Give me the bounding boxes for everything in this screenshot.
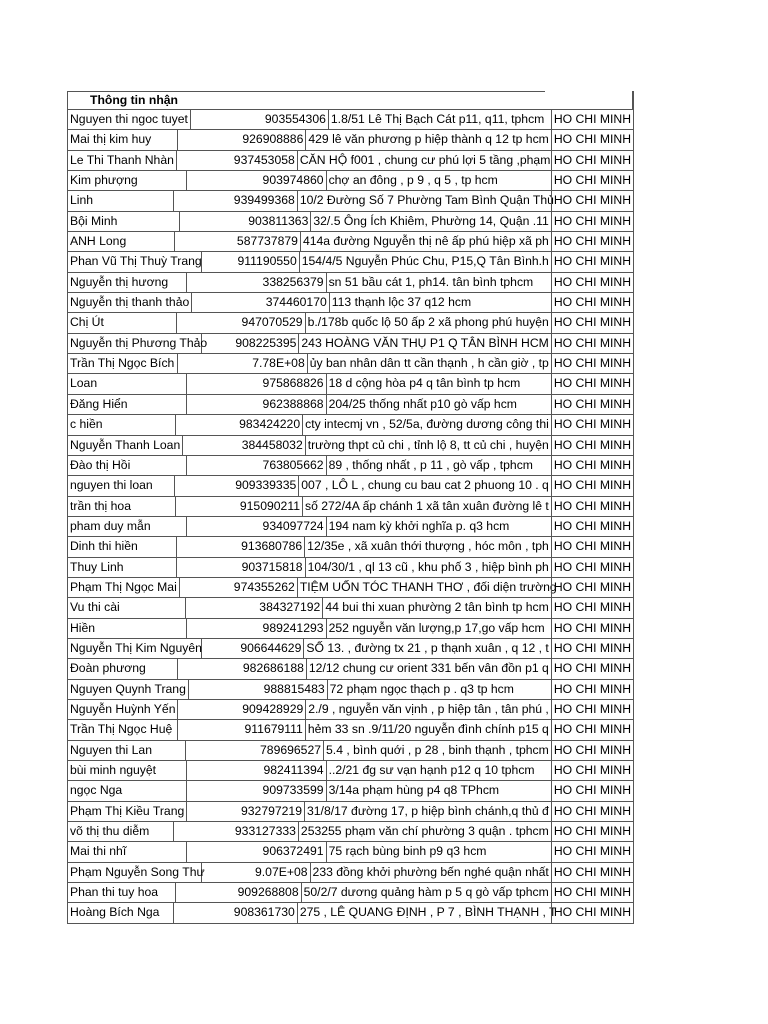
city-cell: HO CHI MINH <box>551 476 634 495</box>
phone-cell: 932797219 <box>240 803 302 818</box>
address-cell: 007 , LÔ L , chung cu bau cat 2 phuong 10 . q <box>298 476 551 495</box>
name-cell: Nguyen thi Lan <box>67 741 186 760</box>
city-cell: HO CHI MINH <box>551 639 634 658</box>
phone-cell: 926908886 <box>242 132 304 147</box>
city-cell: HO CHI MINH <box>551 191 634 210</box>
address-cell: 32/.5 Ông Ích Khiêm, Phường 14, Quận .11 <box>310 212 550 231</box>
address-cell: 154/4/5 Nguyễn Phúc Chu, P15,Q Tân Bình.h <box>299 252 551 271</box>
city-cell: HO CHI MINH <box>551 130 634 149</box>
name-cell: Mai thi nhĩ <box>67 842 187 861</box>
address-cell: trường thpt củ chi , tỉnh lộ 8, tt củ chi , huyện <box>305 436 551 455</box>
city-cell: HO CHI MINH <box>551 802 634 821</box>
phone-cell: 913680786 <box>241 539 303 554</box>
address-cell: 50/2/7 dương quảng hàm p 5 q gò vấp tphcm <box>301 883 551 902</box>
name-cell: Nguyễn thị Phương Thảo <box>67 334 202 353</box>
address-cell: 44 bui thi xuan phường 2 tân bình tp hcm <box>322 598 551 617</box>
name-cell: Linh <box>67 191 174 210</box>
address-cell: 12/12 chung cư orient 331 bến vân đồn p1 q <box>306 659 551 678</box>
name-cell: ANH Long <box>67 232 175 251</box>
phone-cell: 934097724 <box>262 518 324 533</box>
name-cell: Le Thi Thanh Nhàn <box>67 151 177 170</box>
name-cell: Vu thi cài <box>67 598 186 617</box>
city-cell: HO CHI MINH <box>551 842 634 861</box>
name-cell: Loan <box>67 374 187 393</box>
city-cell: HO CHI MINH <box>551 456 634 475</box>
city-cell: HO CHI MINH <box>551 741 634 760</box>
name-cell: Nguyễn thị hương <box>67 273 187 292</box>
header-right-border <box>632 91 633 110</box>
address-cell: 194 nam kỳ khởi nghĩa p. q3 hcm <box>326 517 551 536</box>
phone-cell: 909428929 <box>242 701 304 716</box>
city-cell: HO CHI MINH <box>551 212 634 231</box>
city-cell: HO CHI MINH <box>551 334 634 353</box>
address-cell: sn 51 bầu cát 1, ph14. tân bình tphcm <box>326 273 551 292</box>
phone-cell: 909268808 <box>237 885 299 900</box>
address-cell: 1.8/51 Lê Thị Bạch Cát p11, q11, tphcm <box>328 110 551 129</box>
phone-cell: 911190550 <box>237 254 297 269</box>
table-row <box>67 558 634 578</box>
phone-cell: 903811363 <box>248 213 309 228</box>
city-cell: HO CHI MINH <box>551 863 634 882</box>
city-cell: HO CHI MINH <box>551 517 634 536</box>
table-row <box>67 395 634 415</box>
address-cell: ủy ban nhân dân tt cần thạnh , h cần giờ , tp <box>307 354 551 373</box>
phone-cell: 982411394 <box>263 763 324 777</box>
phone-cell: 908361730 <box>233 905 295 920</box>
city-cell: HO CHI MINH <box>551 436 634 455</box>
name-cell: Mai thị kim huy <box>67 130 178 149</box>
name-cell: Phạm Thị Ngọc Mai <box>67 578 180 597</box>
table-row <box>67 110 634 130</box>
address-cell: 12/35e , xã xuân thới thượng , hóc môn , tph <box>304 537 551 556</box>
city-cell: HO CHI MINH <box>551 781 634 800</box>
table-row <box>67 212 634 232</box>
table-row <box>67 659 634 679</box>
city-cell: HO CHI MINH <box>551 395 634 414</box>
phone-cell: 903974860 <box>262 173 324 188</box>
name-cell: Nguyễn Thanh Loan <box>67 436 183 455</box>
city-cell: HO CHI MINH <box>551 497 634 516</box>
address-cell: 414a đường Nguyễn thị nê ấp phú hiệp xã ph <box>300 232 551 251</box>
phone-cell: 911679111 <box>244 722 303 737</box>
name-cell: Nguyen thi ngoc tuyet <box>67 110 191 129</box>
name-cell: Trần Thị Ngọc Bích <box>67 354 178 373</box>
city-cell: HO CHI MINH <box>551 415 634 434</box>
phone-cell: 7.78E+08 <box>252 356 305 371</box>
table-row <box>67 883 634 903</box>
table-row <box>67 354 634 374</box>
table-row <box>67 456 634 476</box>
table-row <box>67 802 634 822</box>
name-cell: Phạm Thị Kiều Trang <box>67 802 187 821</box>
city-cell: HO CHI MINH <box>551 720 634 739</box>
address-cell: b./178b quốc lộ 50 ấp 2 xã phong phú huyện <box>305 313 551 332</box>
phone-cell: 988815483 <box>263 681 325 696</box>
table-row <box>67 334 634 354</box>
city-cell: HO CHI MINH <box>551 354 634 373</box>
address-cell: 2./9 , nguyễn văn vịnh , p hiệp tân , tân phú , <box>305 700 551 719</box>
table-row <box>67 598 634 618</box>
recipient-table <box>67 91 634 924</box>
table-row <box>67 497 634 517</box>
city-cell: HO CHI MINH <box>551 293 634 312</box>
address-cell: 75 rạch bùng binh p9 q3 hcm <box>326 842 551 861</box>
table-row <box>67 822 634 842</box>
city-cell: HO CHI MINH <box>551 680 634 699</box>
phone-cell: 384327192 <box>259 600 321 615</box>
name-cell: Hiền <box>67 619 187 638</box>
city-cell: HO CHI MINH <box>551 761 634 780</box>
city-cell: HO CHI MINH <box>551 578 634 597</box>
table-row <box>67 842 634 862</box>
address-cell: 113 thạnh lộc 37 q12 hcm <box>329 293 551 312</box>
table-row <box>67 313 634 333</box>
address-cell: 10/2 Đường Số 7 Phường Tam Bình Quận Thủ <box>297 191 551 210</box>
table-row <box>67 578 634 598</box>
phone-cell: 915090211 <box>239 498 300 513</box>
address-cell: 253255 phạm văn chí phường 3 quận . tphcm <box>298 822 551 841</box>
city-cell: HO CHI MINH <box>551 273 634 292</box>
city-cell: HO CHI MINH <box>551 598 634 617</box>
phone-cell: 974355262 <box>233 579 295 594</box>
table-row <box>67 903 634 923</box>
name-cell: Dinh thi hiền <box>67 537 177 556</box>
city-cell: HO CHI MINH <box>551 822 634 841</box>
name-cell: Nguyễn Thị Kim Nguyên <box>67 639 202 658</box>
name-cell: Đoàn phương <box>67 659 178 678</box>
city-cell: HO CHI MINH <box>551 883 634 902</box>
city-cell: HO CHI MINH <box>551 558 634 577</box>
table-body <box>67 110 634 924</box>
table-row <box>67 374 634 394</box>
phone-cell: 975868826 <box>262 376 324 391</box>
table-row <box>67 639 634 659</box>
table-row <box>67 720 634 740</box>
name-cell: ngọc Nga <box>67 781 187 800</box>
table-row <box>67 517 634 537</box>
table-row <box>67 436 634 456</box>
address-cell: 429 lê văn phương p hiệp thành q 12 tp hcm <box>305 130 550 149</box>
phone-cell: 989241293 <box>262 620 324 635</box>
name-cell: Phan Vũ Thị Thuỳ Trang <box>67 252 202 271</box>
table-title: Thông tin nhận <box>67 91 545 109</box>
table-row <box>67 130 634 150</box>
table-row <box>67 700 634 720</box>
phone-cell: 903715818 <box>241 559 303 574</box>
city-cell: HO CHI MINH <box>551 313 634 332</box>
table-row <box>67 761 634 781</box>
phone-cell: 789696527 <box>260 742 322 757</box>
phone-cell: 909339335 <box>235 478 297 493</box>
name-cell: Đăng Hiển <box>67 395 187 414</box>
phone-cell: 9.07E+08 <box>255 864 308 879</box>
address-cell: 233 đồng khởi phường bến nghé quận nhất <box>310 863 551 882</box>
phone-cell: 947070529 <box>241 315 303 330</box>
header-empty-cell <box>545 91 634 109</box>
phone-cell: 384458032 <box>241 437 303 452</box>
name-cell: Hoàng Bích Nga <box>67 903 174 922</box>
phone-cell: 906372491 <box>262 844 324 859</box>
address-cell: ..2/21 đg sư vạn hạnh p12 q 10 tphcm <box>326 761 551 780</box>
name-cell: Kim phượng <box>67 171 187 190</box>
city-cell: HO CHI MINH <box>551 171 634 190</box>
table-row <box>67 151 634 171</box>
name-cell: c hiền <box>67 415 176 434</box>
table-row <box>67 863 634 883</box>
address-cell: cty intecmj vn , 52/5a, đường dương công thi <box>302 415 551 434</box>
address-cell: 18 d cộng hòa p4 q tân bình tp hcm <box>326 374 551 393</box>
city-cell: HO CHI MINH <box>551 232 634 251</box>
table-row <box>67 537 634 557</box>
phone-cell: 983424220 <box>239 417 301 432</box>
phone-cell: 939499368 <box>233 193 295 208</box>
city-cell: HO CHI MINH <box>551 151 634 170</box>
address-cell: số 272/4A ấp chánh 1 xã tân xuân đường lê t <box>302 497 551 516</box>
name-cell: Thuy Linh <box>67 558 177 577</box>
name-cell: Phạm Nguyễn Song Thư <box>67 863 202 882</box>
table-row <box>67 252 634 272</box>
name-cell: Bội Minh <box>67 212 180 231</box>
phone-cell: 587737879 <box>236 234 298 249</box>
city-cell: HO CHI MINH <box>551 537 634 556</box>
table-row <box>67 619 634 639</box>
address-cell: 104/30/1 , ql 13 cũ , khu phố 3 , hiệp bình ph <box>305 558 551 577</box>
table-row <box>67 293 634 313</box>
name-cell: Trần Thị Ngọc Huệ <box>67 720 178 739</box>
name-cell: Đào thị Hồi <box>67 456 187 475</box>
address-cell: CĂN HỘ f001 , chung cư phú lợi 5 tầng ,phạm <box>297 151 551 170</box>
table-row <box>67 273 634 293</box>
address-cell: 204/25 thống nhất p10 gò vấp hcm <box>326 395 551 414</box>
phone-cell: 982686188 <box>242 661 304 676</box>
phone-cell: 374460170 <box>265 295 327 310</box>
table-row <box>67 191 634 211</box>
table-row <box>67 741 634 761</box>
name-cell: trần thị hoa <box>67 497 176 516</box>
phone-cell: 933127333 <box>234 824 296 839</box>
address-cell: TIỆM UỐN TÓC THANH THƠ , đối diện trường <box>297 578 551 597</box>
city-cell: HO CHI MINH <box>551 700 634 719</box>
address-cell: hẻm 33 sn .9/11/20 nguyễn đình chính p15 q <box>305 720 551 739</box>
name-cell: bùi minh nguyệt <box>67 761 187 780</box>
phone-cell: 908225395 <box>235 335 297 350</box>
name-cell: Nguyen Quynh Trang <box>67 680 189 699</box>
table-row <box>67 232 634 252</box>
phone-cell: 763805662 <box>262 457 324 472</box>
address-cell: 243 HOÀNG VĂN THỤ P1 Q TÂN BÌNH HCM <box>298 334 550 353</box>
name-cell: pham duy mẫn <box>67 517 187 536</box>
city-cell: HO CHI MINH <box>551 110 634 129</box>
address-cell: chợ an đông , p 9 , q 5 , tp hcm <box>326 171 551 190</box>
address-cell: 72 phạm ngọc thạch p . q3 tp hcm <box>327 680 551 699</box>
name-cell: Nguyễn thị thanh thảo <box>67 293 192 312</box>
phone-cell: 909733599 <box>262 783 324 798</box>
name-cell: Phan thi tuy hoa <box>67 883 176 902</box>
name-cell: Nguyễn Huỳnh Yến <box>67 700 178 719</box>
address-cell: 252 nguyễn văn lượng,p 17,go vấp hcm <box>326 619 551 638</box>
name-cell: võ thị thu diễm <box>67 822 174 841</box>
address-cell: 5.4 , bình quới , p 28 , binh thạnh , tphcm <box>323 741 551 760</box>
address-cell: SỐ 13. , đường tx 21 , p thạnh xuân , q 12 , t <box>303 639 550 658</box>
name-cell: Chị Út <box>67 313 177 332</box>
phone-cell: 962388868 <box>262 396 324 411</box>
name-cell: nguyen thi loan <box>67 476 175 495</box>
table-row <box>67 476 634 496</box>
phone-cell: 903554306 <box>264 112 326 126</box>
address-cell: 3/14a phạm hùng p4 q8 TPhcm <box>326 781 551 800</box>
city-cell: HO CHI MINH <box>551 619 634 638</box>
table-row <box>67 171 634 191</box>
address-cell: 31/8/17 đường 17, p hiệp bình chánh,q thủ đ <box>304 802 551 821</box>
city-cell: HO CHI MINH <box>551 903 634 922</box>
phone-cell: 338256379 <box>262 274 324 289</box>
table-row <box>67 781 634 801</box>
table-header-row <box>67 91 634 110</box>
city-cell: HO CHI MINH <box>551 659 634 678</box>
header-top-border <box>67 91 545 92</box>
city-cell: HO CHI MINH <box>551 252 634 271</box>
phone-cell: 937453058 <box>233 152 295 167</box>
address-cell: 89 , thống nhất , p 11 , gò vấp , tphcm <box>326 456 551 475</box>
table-row <box>67 415 634 435</box>
address-cell: 275 , LÊ QUANG ĐỊNH , P 7 , BÌNH THẠNH , T <box>297 903 551 922</box>
table-row <box>67 680 634 700</box>
city-cell: HO CHI MINH <box>551 374 634 393</box>
phone-cell: 906644629 <box>240 640 302 655</box>
